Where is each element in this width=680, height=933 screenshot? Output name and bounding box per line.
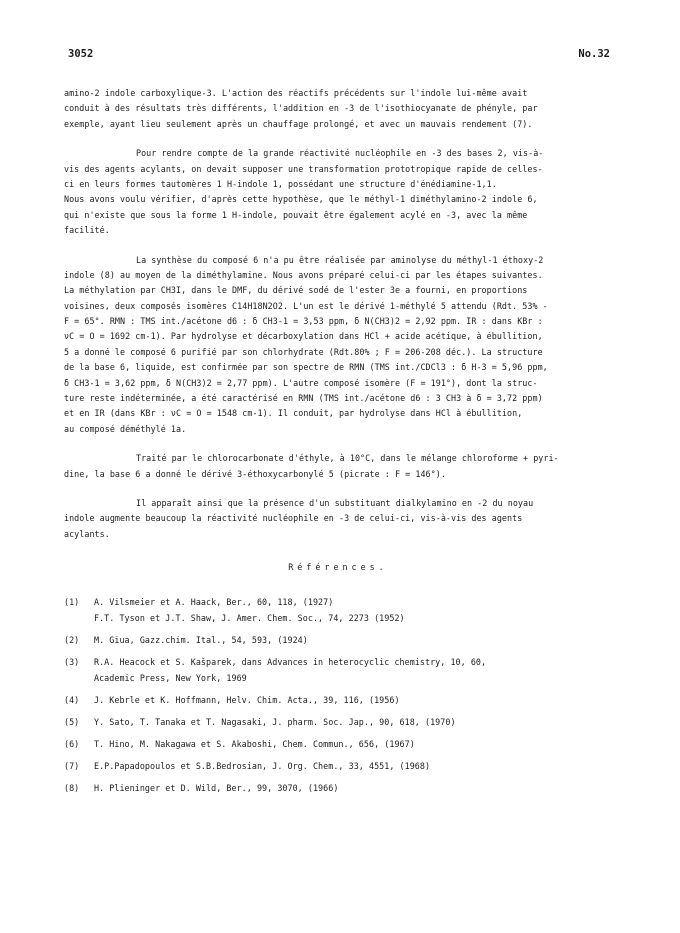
- paragraph-3: [64, 253, 612, 438]
- reference-item: [64, 632, 612, 648]
- text-line: indole (8) au moyen de la diméthylamine. Nous avons préparé celui-ci par les étapes suivantes.: [64, 269, 543, 280]
- reference-text: J. Kebrle et K. Hoffmann, Helv. Chim. Acta., 39, 116, (1956): [94, 694, 400, 705]
- reference-number: (7): [64, 760, 80, 771]
- text-line: exemple, ayant lieu seulement après un chauffage prolongé, et avec un mauvais rendement (7).: [64, 118, 533, 129]
- text-line: F = 65°. RMN : TMS int./acétone d6 : δ CH3-1 = 3,53 ppm, δ N(CH3)2 = 2,92 ppm. IR : dans KBr :: [64, 316, 543, 327]
- reference-text: E.P.Papadopoulos et S.B.Bedrosian, J. Org. Chem., 33, 4551, (1968): [94, 760, 431, 771]
- reference-number: (1): [64, 596, 80, 607]
- reference-number: (6): [64, 738, 80, 749]
- reference-number: (2): [64, 634, 80, 645]
- reference-text: T. Hino, M. Nakagawa et S. Akaboshi, Chem. Commun., 656, (1967): [94, 738, 415, 749]
- text-line: Pour rendre compte de la grande réactivité nucléophile en -3 des bases 2, vis-à-: [136, 148, 544, 159]
- reference-item: [64, 714, 612, 730]
- text-line: Traité par le chlorocarbonate d'éthyle, à 10°C, dans le mélange chloroforme + pyri-: [136, 453, 559, 464]
- reference-text: Academic Press, New York, 1969: [94, 672, 247, 683]
- text-line: indole augmente beaucoup la réactivité nucléophile en -3 de celui-ci, vis-à-vis des agents: [64, 513, 523, 524]
- text-line: au composé déméthylé 1a.: [64, 423, 187, 434]
- text-line: ci en leurs formes tautomères 1 H-indole 1, possédant une structure d'énédiamine-1,1.: [64, 178, 497, 189]
- text-line: qui n'existe que sous la forme 1 H-indole, pouvait être également acylé en -3, avec la même: [64, 209, 528, 220]
- issue-number: No.32: [578, 48, 610, 60]
- text-line: La méthylation par CH3I, dans le DMF, du dérivé sodé de l'ester 3e a fourni, en proportions: [64, 285, 528, 296]
- text-line: dine, la base 6 a donné le dérivé 3-éthoxycarbonylé 5 (picrate : F = 146°).: [64, 468, 446, 479]
- text-line: ture reste indéterminée, a été caractérisé en RMN (TMS int./acétone d6 : 3 CH3 à δ = 3,72 ppm): [64, 393, 543, 404]
- text-line: amino-2 indole carboxylique-3. L'action des réactifs précédents sur l'indole lui-même avait: [64, 88, 528, 98]
- page-number: 3052: [68, 48, 94, 60]
- reference-item: [64, 780, 612, 796]
- text-line: acylants.: [64, 528, 110, 539]
- reference-number: (3): [64, 656, 80, 667]
- paragraph-1: [64, 86, 612, 132]
- text-line: La synthèse du composé 6 n'a pu être réalisée par aminolyse du méthyl-1 éthoxy-2: [136, 254, 544, 265]
- text-line: vis des agents acylants, on devait supposer une transformation prototropique rapide de celles-: [64, 163, 543, 174]
- text-line: conduit à des résultats très différents, l'addition en -3 de l'isothiocyanate de phényle, par: [64, 103, 538, 114]
- text-line: δ CH3-1 = 3,62 ppm, δ N(CH3)2 = 2,77 ppm). L'autre composé isomère (F = 191°), dont la struc-: [64, 377, 538, 388]
- text-line: Nous avons voulu vérifier, d'après cette hypothèse, que le méthyl-1 diméthylamino-2 indole 6,: [64, 194, 538, 205]
- reference-item: [64, 692, 612, 708]
- reference-item: [64, 736, 612, 752]
- reference-text: F.T. Tyson et J.T. Shaw, J. Amer. Chem. Soc., 74, 2273 (1952): [94, 612, 405, 623]
- reference-item: [64, 758, 612, 774]
- text-line: de la base 6, liquide, est confirmée par son spectre de RMN (TMS int./CDCl3 : δ H-3 = 5,96 ppm,: [64, 362, 548, 373]
- text-line: 5 a donné le composé 6 purifié par son chlorhydrate (Rdt.80% ; F = 206-208 déc.). La structure: [64, 346, 543, 357]
- reference-text: H. Plieninger et D. Wild, Ber., 99, 3070, (1966): [94, 782, 339, 793]
- reference-text: M. Giua, Gazz.chim. Ital., 54, 593, (1924): [94, 634, 308, 645]
- text-line: voisines, deux composés isomères C14H18N2O2. L'un est le dérivé 1-méthylé 5 attendu (Rdt. 53% -: [64, 300, 548, 311]
- reference-text: Y. Sato, T. Tanaka et T. Nagasaki, J. pharm. Soc. Jap., 90, 618, (1970): [94, 716, 456, 727]
- reference-text: A. Vilsmeier et A. Haack, Ber., 60, 118, (1927): [94, 596, 334, 607]
- text-line: Il apparaît ainsi que la présence d'un substituant dialkylamino en -2 du noyau: [136, 497, 534, 508]
- paragraph-2: [64, 146, 612, 238]
- text-line: νC = O = 1692 cm-1). Par hydrolyse et décarboxylation dans HCl + acide acétique, à ébullition,: [64, 331, 543, 342]
- reference-number: (8): [64, 782, 80, 793]
- reference-text: R.A. Heacock et S. Kašparek, dans Advances in heterocyclic chemistry, 10, 60,: [94, 656, 487, 667]
- paragraph-4: [64, 451, 612, 482]
- text-line: facilité.: [64, 225, 110, 236]
- references-heading: Références.: [288, 562, 388, 573]
- text-line: et en IR (dans KBr : νC = O = 1548 cm-1). Il conduit, par hydrolyse dans HCl à ébullition,: [64, 408, 523, 419]
- paragraph-5: [64, 496, 612, 542]
- article-body: [64, 86, 612, 796]
- reference-item: [64, 594, 612, 610]
- reference-number: (4): [64, 694, 80, 705]
- reference-list: [64, 594, 612, 796]
- reference-item: [64, 654, 612, 670]
- reference-number: (5): [64, 716, 80, 727]
